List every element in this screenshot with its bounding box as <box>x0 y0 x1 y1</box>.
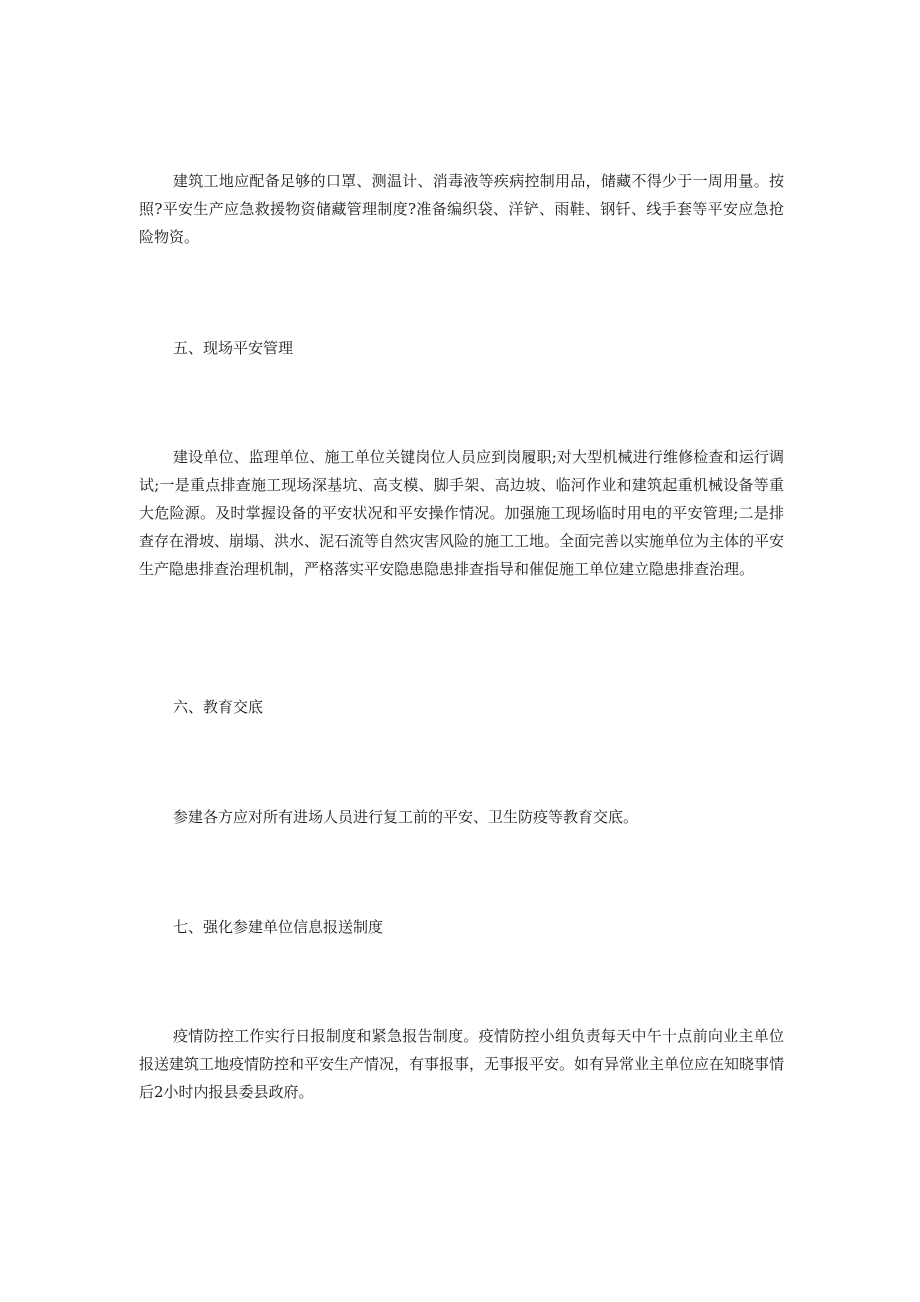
section-heading-education: 六、教育交底 <box>173 698 264 716</box>
section-heading-reporting: 七、强化参建单位信息报送制度 <box>173 918 384 936</box>
paragraph-education: 参建各方应对所有进场人员进行复工前的平安、卫生防疫等教育交底。 <box>173 808 639 826</box>
section-heading-site-safety: 五、现场平安管理 <box>173 339 294 357</box>
paragraph-reporting: 疫情防控工作实行日报制度和紧急报告制度。疫情防控小组负责每天中午十点前向业主单位报送建筑工地疫情防控和平安生产情况，有事报事，无事报平安。如有异常业主单位应在知晓事情后2小时内报县委县政府。 <box>139 1027 785 1101</box>
paragraph-site-safety: 建设单位、监理单位、施工单位关键岗位人员应到岗履职;对大型机械进行维修检查和运行调试;一是重点排查施工现场深基坑、高支模、脚手架、高边坡、临河作业和建筑起重机械设备等重大危险源。及时掌握设备的平安状况和平安操作情况。加强施工现场临时用电的平安管理;二是排查存在滑坡、崩塌、洪水、泥石流等自然灾害风险的施工工地。全面完善以实施单位为主体的平安生产隐患排查治理机制，严格落实平安隐患隐患排查指导和催促施工单位建立隐患排查治理。 <box>139 448 785 578</box>
paragraph-emergency-supplies: 建筑工地应配备足够的口罩、测温计、消毒液等疾病控制用品，储藏不得少于一周用量。按照?平安生产应急救援物资储藏管理制度?准备编织袋、洋铲、雨鞋、钢钎、线手套等平安应急抢险物资。 <box>139 172 784 246</box>
